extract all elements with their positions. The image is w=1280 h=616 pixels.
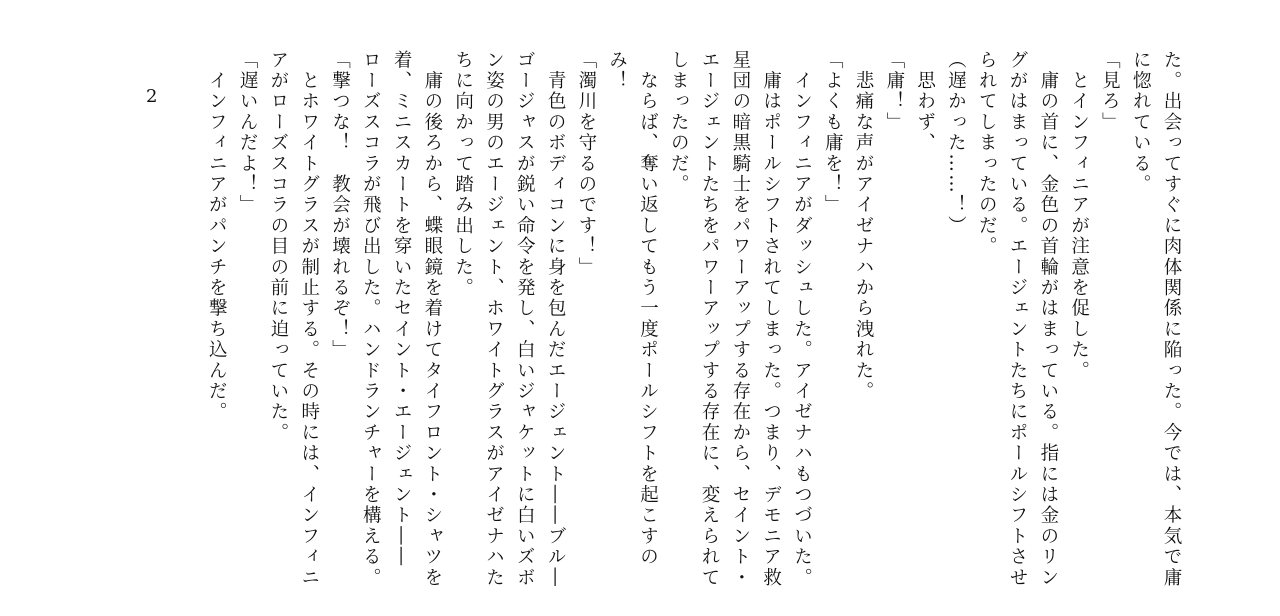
text-column: ちに向かって踏み出した。 [452,50,474,299]
text-column: 「見ろ」 [1099,50,1121,133]
text-column: グがはまっている。エージェントたちにポールシフトさせ [1007,50,1029,589]
text-column: 庸の後ろから、蝶眼鏡を着けてタイフロント・シャツを [421,50,443,589]
text-column: とホワイトグラスが制止する。その時には、インフィニ [298,50,320,589]
text-column: インフィニアがダッシュした。アイゼナハもつづいた。 [791,50,813,589]
text-column: られてしまったのだ。 [976,50,998,257]
text-column: 青色のボディコンに身を包んだエージェント――ブル― [545,50,567,589]
text-column: み！ [606,50,628,92]
text-column: インフィニアがパンチを撃ち込んだ。 [206,50,228,423]
text-column: 「濁川を守るのです！」 [575,50,597,278]
text-column: ン姿の男のエージェント、ホワイトグラスがアイゼナハた [483,50,505,589]
text-column: 庸の首に、金色の首輪がはまっている。指には金のリン [1037,50,1059,589]
text-column: 思わず、 [914,50,936,154]
text-column: 「撃つな！ 教会が壊れるぞ！」 [329,50,351,361]
text-column: ゴージャスが鋭い命令を発し、白いジャケットに白いズボ [514,50,536,589]
text-column: 「よくも庸を！」 [822,50,844,216]
text-column: （遅かった……！） [945,50,967,237]
text-column: 庸はポールシフトされてしまった。つまり、デモニア救 [760,50,782,589]
text-column: しまったのだ。 [668,50,690,195]
text-column: 「庸！」 [883,50,905,133]
text-column: に惚れている。 [1130,50,1152,195]
page-number: 2 [146,86,158,107]
text-column: ローズスコラが飛び出した。ハンドランチャーを構える。 [360,50,382,589]
text-column: ならば、奪い返してもう一度ポールシフトを起こすの [637,50,659,568]
text-column: 「遅いんだよ！」 [237,50,259,216]
text-column: た。出会ってすぐに肉体関係に陥った。今では、本気で庸 [1161,50,1182,589]
text-column: とインフィニアが注意を促した。 [1068,50,1090,382]
text-column: エージェントたちをパワーアップする存在に、変えられて [699,50,721,589]
vertical-text-body [201,50,1187,590]
text-column: 悲痛な声がアイゼナハから洩れた。 [853,50,875,402]
text-column: 星団の暗黒騎士をパワーアップする存在から、セイント・ [729,50,751,589]
text-column: 着、ミニスカートを穿いたセイント・エージェント―― [391,50,413,568]
text-column: アがローズスコラの目の前に迫っていた。 [267,50,289,444]
